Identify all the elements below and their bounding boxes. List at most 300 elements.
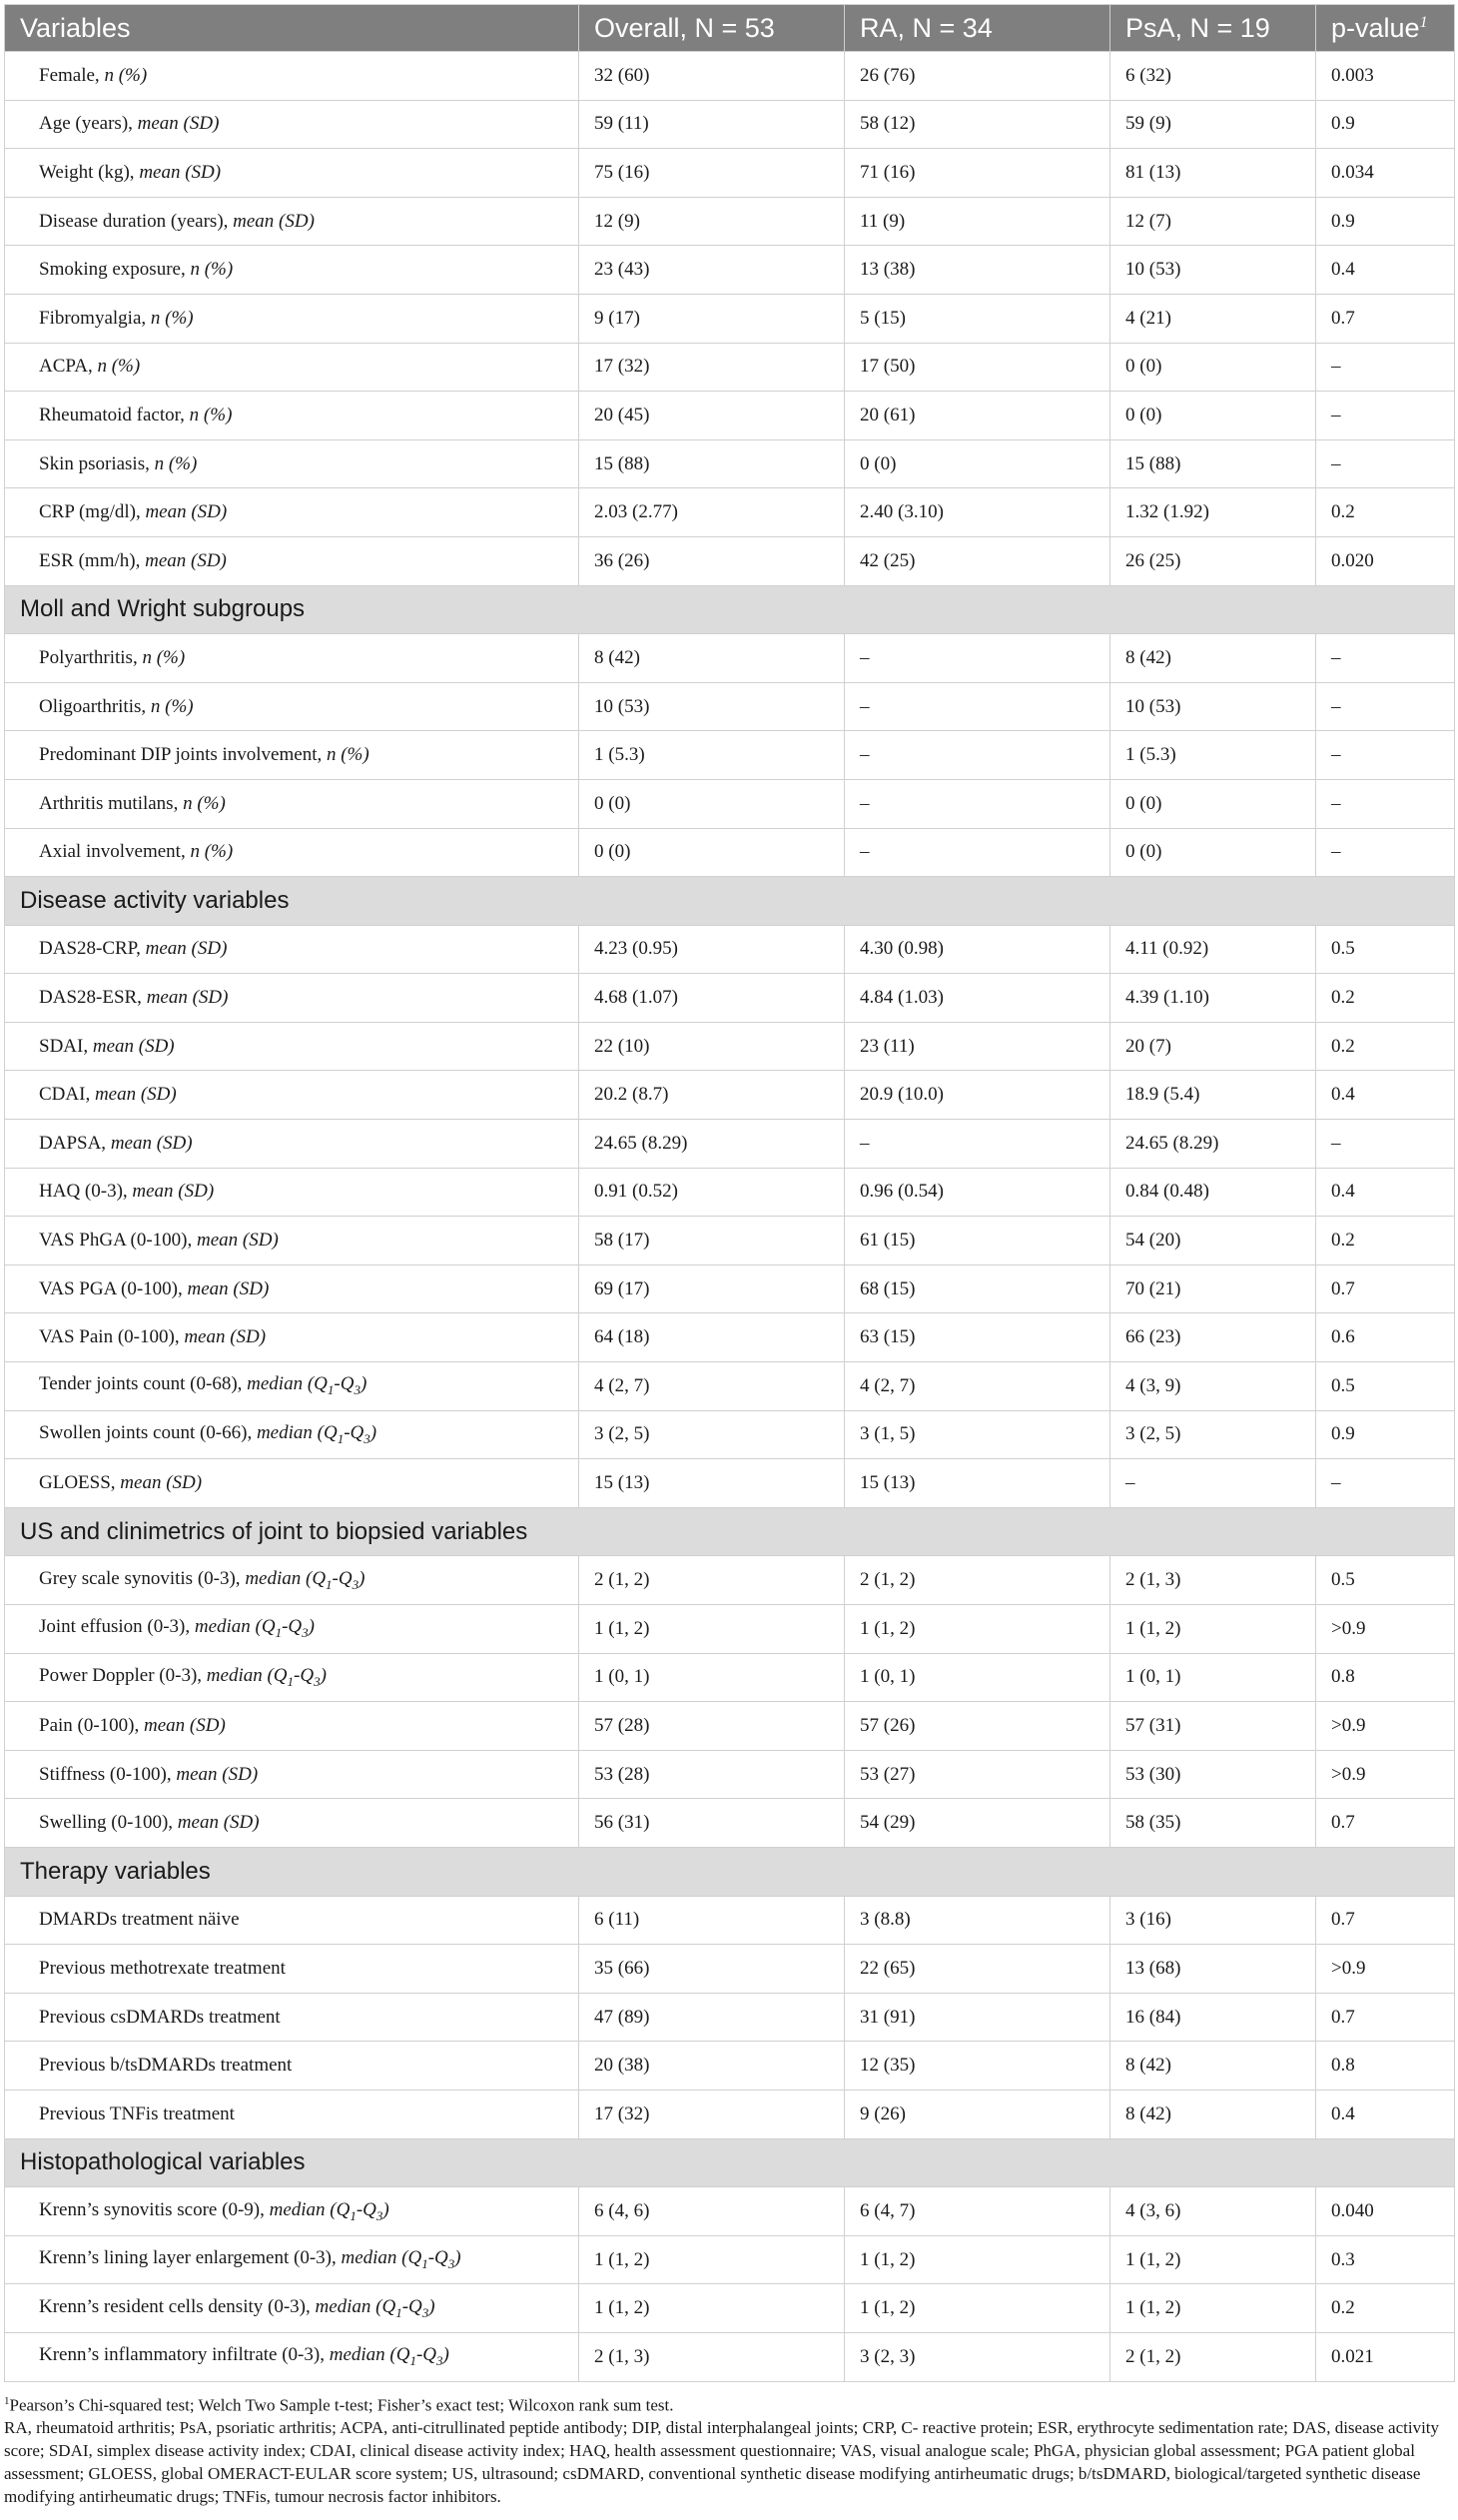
- header-pvalue: p-value$^1$: [1316, 5, 1455, 52]
- ra-cell: 3 (8.8): [845, 1896, 1110, 1945]
- header-ra: RA, N = 34: [845, 5, 1110, 52]
- table-row: [5, 1071, 1455, 1120]
- table-row: [5, 1702, 1455, 1751]
- overall-cell: 20 (45): [579, 392, 845, 440]
- pvalue-cell: >0.9: [1316, 1702, 1455, 1751]
- pvalue-cell: 0.5: [1316, 1556, 1455, 1605]
- pvalue-cell: 0.2: [1316, 2284, 1455, 2333]
- table-row: [5, 1410, 1455, 1459]
- ra-cell: 20 (61): [845, 392, 1110, 440]
- ra-cell: 26 (76): [845, 52, 1110, 101]
- table-row: [5, 2187, 1455, 2236]
- table-row: [5, 1264, 1455, 1313]
- variable-label: Joint effusion (0-3), median $(Q_1-Q_3)$: [5, 1605, 579, 1654]
- overall-cell: 6 (11): [579, 1896, 845, 1945]
- overall-cell: 4.23 (0.95): [579, 925, 845, 974]
- variable-label: Previous b/tsDMARDs treatment: [5, 2042, 579, 2091]
- section-title: Histopathological variables: [5, 2138, 1455, 2187]
- table-row: [5, 439, 1455, 488]
- section-header-row: [5, 1507, 1455, 1556]
- table-container: [4, 4, 1454, 2508]
- overall-cell: 10 (53): [579, 682, 845, 731]
- table-row: [5, 2332, 1455, 2381]
- ra-cell: 9 (26): [845, 2090, 1110, 2138]
- table-row: [5, 1945, 1455, 1994]
- ra-cell: 15 (13): [845, 1459, 1110, 1508]
- variable-label: VAS PhGA (0-100), mean (SD): [5, 1217, 579, 1265]
- ra-cell: 0 (0): [845, 439, 1110, 488]
- psa-cell: 70 (21): [1110, 1264, 1316, 1313]
- pvalue-cell: 0.9: [1316, 197, 1455, 246]
- variable-label: SDAI, mean (SD): [5, 1022, 579, 1071]
- psa-cell: 2 (1, 3): [1110, 1556, 1316, 1605]
- header-psa: PsA, N = 19: [1110, 5, 1316, 52]
- statistic-label: n (%): [142, 646, 186, 668]
- ra-cell: 58 (12): [845, 100, 1110, 149]
- psa-cell: 0 (0): [1110, 779, 1316, 828]
- ra-cell: 4.84 (1.03): [845, 974, 1110, 1023]
- table-row: [5, 974, 1455, 1023]
- variable-label: Polyarthritis, n (%): [5, 634, 579, 683]
- ra-cell: 3 (2, 3): [845, 2332, 1110, 2381]
- pvalue-cell: 0.4: [1316, 1168, 1455, 1217]
- overall-cell: 1 (1, 2): [579, 2284, 845, 2333]
- psa-cell: 0 (0): [1110, 392, 1316, 440]
- overall-cell: 56 (31): [579, 1799, 845, 1848]
- ra-cell: 63 (15): [845, 1313, 1110, 1362]
- variable-label: Krenn’s lining layer enlargement (0-3), median $(Q_1-Q_3)$: [5, 2235, 579, 2284]
- pvalue-cell: –: [1316, 682, 1455, 731]
- pvalue-cell: 0.2: [1316, 1022, 1455, 1071]
- variable-label: Predominant DIP joints involvement, n (%): [5, 731, 579, 780]
- psa-cell: 3 (2, 5): [1110, 1410, 1316, 1459]
- overall-cell: 32 (60): [579, 52, 845, 101]
- table-row: [5, 1217, 1455, 1265]
- pvalue-cell: 0.020: [1316, 536, 1455, 585]
- psa-cell: 4.39 (1.10): [1110, 974, 1316, 1023]
- variable-label: Rheumatoid factor, n (%): [5, 392, 579, 440]
- psa-cell: 15 (88): [1110, 439, 1316, 488]
- psa-cell: 1.32 (1.92): [1110, 488, 1316, 537]
- section-title: US and clinimetrics of joint to biopsied variables: [5, 1507, 1455, 1556]
- variable-label: Pain (0-100), mean (SD): [5, 1702, 579, 1751]
- psa-cell: 4.11 (0.92): [1110, 925, 1316, 974]
- overall-cell: 22 (10): [579, 1022, 845, 1071]
- ra-cell: 6 (4, 7): [845, 2187, 1110, 2236]
- variable-label: DAS28-CRP, mean (SD): [5, 925, 579, 974]
- statistic-label: mean (SD): [145, 938, 228, 960]
- table-row: [5, 1896, 1455, 1945]
- variable-label: Stiffness (0-100), mean (SD): [5, 1750, 579, 1799]
- variable-label: CDAI, mean (SD): [5, 1071, 579, 1120]
- pvalue-cell: 0.2: [1316, 974, 1455, 1023]
- overall-cell: 23 (43): [579, 246, 845, 295]
- ra-cell: 17 (50): [845, 343, 1110, 392]
- overall-cell: 0 (0): [579, 828, 845, 877]
- pvalue-cell: 0.8: [1316, 2042, 1455, 2091]
- overall-cell: 47 (89): [579, 1993, 845, 2042]
- header-overall: Overall, N = 53: [579, 5, 845, 52]
- pvalue-cell: –: [1316, 1120, 1455, 1169]
- overall-cell: 20 (38): [579, 2042, 845, 2091]
- psa-cell: 2 (1, 2): [1110, 2332, 1316, 2381]
- statistic-label: mean (SD): [177, 1812, 260, 1834]
- overall-cell: 20.2 (8.7): [579, 1071, 845, 1120]
- overall-cell: 17 (32): [579, 2090, 845, 2138]
- psa-cell: 8 (42): [1110, 634, 1316, 683]
- ra-cell: 57 (26): [845, 1702, 1110, 1751]
- statistic-label: n (%): [150, 307, 194, 329]
- psa-cell: 81 (13): [1110, 149, 1316, 198]
- pvalue-cell: >0.9: [1316, 1945, 1455, 1994]
- pvalue-cell: –: [1316, 779, 1455, 828]
- pvalue-cell: –: [1316, 1459, 1455, 1508]
- variable-label: Power Doppler (0-3), median $(Q_1-Q_3)$: [5, 1653, 579, 1702]
- table-row: [5, 149, 1455, 198]
- variable-label: Previous csDMARDs treatment: [5, 1993, 579, 2042]
- variable-label: Axial involvement, n (%): [5, 828, 579, 877]
- variable-label: Oligoarthritis, n (%): [5, 682, 579, 731]
- ra-cell: 1 (1, 2): [845, 2235, 1110, 2284]
- pvalue-cell: 0.4: [1316, 246, 1455, 295]
- psa-cell: 20 (7): [1110, 1022, 1316, 1071]
- psa-cell: 8 (42): [1110, 2042, 1316, 2091]
- table-row: [5, 197, 1455, 246]
- ra-cell: 31 (91): [845, 1993, 1110, 2042]
- variable-label: DAPSA, mean (SD): [5, 1120, 579, 1169]
- psa-cell: 13 (68): [1110, 1945, 1316, 1994]
- statistic-label: mean (SD): [146, 987, 229, 1009]
- pvalue-cell: 0.4: [1316, 1071, 1455, 1120]
- psa-cell: 26 (25): [1110, 536, 1316, 585]
- section-header-row: [5, 2138, 1455, 2187]
- variable-label: DAS28-ESR, mean (SD): [5, 974, 579, 1023]
- ra-cell: 54 (29): [845, 1799, 1110, 1848]
- header-variables: Variables: [5, 5, 579, 52]
- pvalue-cell: 0.2: [1316, 1217, 1455, 1265]
- ra-cell: –: [845, 828, 1110, 877]
- psa-cell: 0 (0): [1110, 828, 1316, 877]
- section-title: Moll and Wright subgroups: [5, 585, 1455, 634]
- psa-cell: 10 (53): [1110, 246, 1316, 295]
- footnote-marker: 1: [1419, 13, 1428, 31]
- ra-cell: 13 (38): [845, 246, 1110, 295]
- statistic-label: n (%): [183, 792, 226, 814]
- ra-cell: 4.30 (0.98): [845, 925, 1110, 974]
- section-title: Therapy variables: [5, 1847, 1455, 1896]
- table-row: [5, 1799, 1455, 1848]
- psa-cell: 10 (53): [1110, 682, 1316, 731]
- statistic-label: mean (SD): [176, 1763, 259, 1785]
- table-row: [5, 731, 1455, 780]
- variable-label: Smoking exposure, n (%): [5, 246, 579, 295]
- pvalue-cell: –: [1316, 731, 1455, 780]
- section-header-row: [5, 585, 1455, 634]
- statistic-label: mean (SD): [144, 1714, 226, 1736]
- psa-cell: 4 (3, 9): [1110, 1362, 1316, 1411]
- pvalue-cell: 0.7: [1316, 1264, 1455, 1313]
- ra-cell: 2.40 (3.10): [845, 488, 1110, 537]
- footnote: $^1$Pearson’s Chi-squared test; Welch Two Sample t-test; Fisher’s exact test; Wilcoxon rank sum test.: [4, 2394, 674, 2415]
- psa-cell: 4 (21): [1110, 294, 1316, 343]
- overall-cell: 4.68 (1.07): [579, 974, 845, 1023]
- ra-cell: 11 (9): [845, 197, 1110, 246]
- ra-cell: 42 (25): [845, 536, 1110, 585]
- pvalue-cell: 0.003: [1316, 52, 1455, 101]
- statistic-label: mean (SD): [139, 161, 222, 183]
- pvalue-cell: 0.5: [1316, 1362, 1455, 1411]
- pvalue-cell: 0.4: [1316, 2090, 1455, 2138]
- variable-label: Swelling (0-100), mean (SD): [5, 1799, 579, 1848]
- statistic-label: median $(Q_1-Q_3)$: [256, 1422, 377, 1446]
- psa-cell: 1 (1, 2): [1110, 2235, 1316, 2284]
- overall-cell: 1 (0, 1): [579, 1653, 845, 1702]
- variable-label: Disease duration (years), mean (SD): [5, 197, 579, 246]
- overall-cell: 9 (17): [579, 294, 845, 343]
- psa-cell: 57 (31): [1110, 1702, 1316, 1751]
- table-row: [5, 1653, 1455, 1702]
- table-footnotes: [4, 2390, 1454, 2509]
- pvalue-cell: 0.8: [1316, 1653, 1455, 1702]
- table-row: [5, 828, 1455, 877]
- table-row: [5, 246, 1455, 295]
- variable-label: GLOESS, mean (SD): [5, 1459, 579, 1508]
- ra-cell: –: [845, 779, 1110, 828]
- overall-cell: 75 (16): [579, 149, 845, 198]
- variable-label: Fibromyalgia, n (%): [5, 294, 579, 343]
- table-row: [5, 925, 1455, 974]
- statistic-label: n (%): [189, 404, 233, 425]
- psa-cell: 1 (1, 2): [1110, 1605, 1316, 1654]
- statistic-label: n (%): [97, 356, 141, 378]
- statistic-label: mean (SD): [94, 1084, 177, 1106]
- table-row: [5, 2235, 1455, 2284]
- table-row: [5, 682, 1455, 731]
- section-title: Disease activity variables: [5, 877, 1455, 926]
- statistic-label: median $(Q_1-Q_3)$: [194, 1616, 315, 1641]
- statistic-label: mean (SD): [187, 1277, 270, 1299]
- table-row: [5, 1993, 1455, 2042]
- pvalue-cell: 0.5: [1316, 925, 1455, 974]
- table-row: [5, 1168, 1455, 1217]
- abbreviations: RA, rheumatoid arthritis; PsA, psoriatic arthritis; ACPA, anti-citrullinated peptide antibody; DIP, distal interphalangeal joints; CRP, C- reactive protein; ESR, erythrocyte sedimentation rate; DAS, disease activity score; SDAI, simplex disease activity index; CDAI, clinical disease activity index; HAQ, health assessment questionnaire; VAS, visual analogue scale; PhGA, physician global assessment; PGA patient global assessment; GLOESS, global OMERACT-EULAR score system; US, ultrasound; csDMARD, conventional synthetic disease modifying antirheumatic drugs; b/tsDMARD, biological/targeted synthetic disease modifying antirheumatic drugs; TNFis, tumour necrosis factor inhibitors.: [4, 2418, 1440, 2507]
- pvalue-cell: –: [1316, 343, 1455, 392]
- table-row: [5, 294, 1455, 343]
- psa-cell: 0 (0): [1110, 343, 1316, 392]
- footnote-marker: 1: [4, 2394, 10, 2407]
- ra-cell: 12 (35): [845, 2042, 1110, 2091]
- psa-cell: –: [1110, 1459, 1316, 1508]
- pvalue-cell: 0.7: [1316, 294, 1455, 343]
- overall-cell: 1 (5.3): [579, 731, 845, 780]
- ra-cell: 1 (1, 2): [845, 1605, 1110, 1654]
- overall-cell: 35 (66): [579, 1945, 845, 1994]
- overall-cell: 4 (2, 7): [579, 1362, 845, 1411]
- variable-label: Female, n (%): [5, 52, 579, 101]
- ra-cell: 68 (15): [845, 1264, 1110, 1313]
- variable-label: CRP (mg/dl), mean (SD): [5, 488, 579, 537]
- variable-label: Krenn’s inflammatory infiltrate (0-3), median $(Q_1-Q_3)$: [5, 2332, 579, 2381]
- statistic-label: n (%): [190, 259, 234, 281]
- pvalue-cell: 0.9: [1316, 100, 1455, 149]
- statistic-label: mean (SD): [132, 1181, 215, 1203]
- overall-cell: 6 (4, 6): [579, 2187, 845, 2236]
- variable-label: Arthritis mutilans, n (%): [5, 779, 579, 828]
- table-row: [5, 488, 1455, 537]
- statistic-label: mean (SD): [137, 113, 220, 135]
- psa-cell: 4 (3, 6): [1110, 2187, 1316, 2236]
- pvalue-cell: >0.9: [1316, 1750, 1455, 1799]
- ra-cell: –: [845, 1120, 1110, 1169]
- statistic-label: median $(Q_1-Q_3)$: [269, 2198, 389, 2223]
- section-header-row: [5, 877, 1455, 926]
- overall-cell: 59 (11): [579, 100, 845, 149]
- pvalue-cell: –: [1316, 828, 1455, 877]
- ra-cell: 4 (2, 7): [845, 1362, 1110, 1411]
- ra-cell: 20.9 (10.0): [845, 1071, 1110, 1120]
- ra-cell: 61 (15): [845, 1217, 1110, 1265]
- statistic-label: mean (SD): [197, 1230, 279, 1252]
- overall-cell: 69 (17): [579, 1264, 845, 1313]
- pvalue-cell: 0.7: [1316, 1799, 1455, 1848]
- pvalue-cell: 0.9: [1316, 1410, 1455, 1459]
- psa-cell: 16 (84): [1110, 1993, 1316, 2042]
- variable-label: VAS Pain (0-100), mean (SD): [5, 1313, 579, 1362]
- psa-cell: 3 (16): [1110, 1896, 1316, 1945]
- statistic-label: mean (SD): [145, 549, 227, 571]
- statistic-label: n (%): [104, 64, 148, 86]
- table-row: [5, 2042, 1455, 2091]
- overall-cell: 2.03 (2.77): [579, 488, 845, 537]
- overall-cell: 17 (32): [579, 343, 845, 392]
- variable-label: Grey scale synovitis (0-3), median $(Q_1-Q_3)$: [5, 1556, 579, 1605]
- psa-cell: 54 (20): [1110, 1217, 1316, 1265]
- psa-cell: 6 (32): [1110, 52, 1316, 101]
- ra-cell: 1 (0, 1): [845, 1653, 1110, 1702]
- ra-cell: 53 (27): [845, 1750, 1110, 1799]
- table-row: [5, 1313, 1455, 1362]
- pvalue-cell: 0.2: [1316, 488, 1455, 537]
- pvalue-cell: –: [1316, 439, 1455, 488]
- psa-cell: 1 (5.3): [1110, 731, 1316, 780]
- statistic-label: median $(Q_1-Q_3)$: [206, 1664, 327, 1689]
- table-row: [5, 1605, 1455, 1654]
- statistic-label: n (%): [150, 695, 194, 717]
- statistic-label: median $(Q_1-Q_3)$: [329, 2344, 449, 2369]
- table-row: [5, 392, 1455, 440]
- overall-cell: 36 (26): [579, 536, 845, 585]
- psa-cell: 18.9 (5.4): [1110, 1071, 1316, 1120]
- variable-label: ACPA, n (%): [5, 343, 579, 392]
- table-row: [5, 2090, 1455, 2138]
- overall-cell: 15 (88): [579, 439, 845, 488]
- psa-cell: 24.65 (8.29): [1110, 1120, 1316, 1169]
- section-header-row: [5, 1847, 1455, 1896]
- variable-label: Swollen joints count (0-66), median $(Q_1-Q_3)$: [5, 1410, 579, 1459]
- psa-cell: 0.84 (0.48): [1110, 1168, 1316, 1217]
- overall-cell: 58 (17): [579, 1217, 845, 1265]
- table-body: [5, 52, 1455, 2382]
- statistic-label: median $(Q_1-Q_3)$: [315, 2295, 435, 2320]
- psa-cell: 58 (35): [1110, 1799, 1316, 1848]
- psa-cell: 12 (7): [1110, 197, 1316, 246]
- pvalue-cell: 0.034: [1316, 149, 1455, 198]
- table-row: [5, 2284, 1455, 2333]
- overall-cell: 1 (1, 2): [579, 2235, 845, 2284]
- variable-label: Age (years), mean (SD): [5, 100, 579, 149]
- psa-cell: 66 (23): [1110, 1313, 1316, 1362]
- table-row: [5, 536, 1455, 585]
- variable-label: ESR (mm/h), mean (SD): [5, 536, 579, 585]
- pvalue-cell: 0.6: [1316, 1313, 1455, 1362]
- statistic-label: median $(Q_1-Q_3)$: [247, 1373, 367, 1398]
- table-row: [5, 52, 1455, 101]
- ra-cell: –: [845, 731, 1110, 780]
- statistic-label: n (%): [190, 841, 234, 863]
- statistic-label: n (%): [326, 744, 369, 766]
- variable-label: Previous TNFis treatment: [5, 2090, 579, 2138]
- table-row: [5, 100, 1455, 149]
- ra-cell: 0.96 (0.54): [845, 1168, 1110, 1217]
- overall-cell: 57 (28): [579, 1702, 845, 1751]
- ra-cell: –: [845, 682, 1110, 731]
- ra-cell: 71 (16): [845, 149, 1110, 198]
- table-row: [5, 343, 1455, 392]
- ra-cell: 1 (1, 2): [845, 2284, 1110, 2333]
- ra-cell: 3 (1, 5): [845, 1410, 1110, 1459]
- table-row: [5, 779, 1455, 828]
- header-row: [5, 5, 1455, 52]
- overall-cell: 0.91 (0.52): [579, 1168, 845, 1217]
- table-row: [5, 634, 1455, 683]
- variable-label: DMARDs treatment näive: [5, 1896, 579, 1945]
- pvalue-cell: >0.9: [1316, 1605, 1455, 1654]
- overall-cell: 3 (2, 5): [579, 1410, 845, 1459]
- ra-cell: 22 (65): [845, 1945, 1110, 1994]
- pvalue-cell: 0.021: [1316, 2332, 1455, 2381]
- overall-cell: 15 (13): [579, 1459, 845, 1508]
- overall-cell: 8 (42): [579, 634, 845, 683]
- statistic-label: median $(Q_1-Q_3)$: [245, 1567, 365, 1592]
- psa-cell: 1 (0, 1): [1110, 1653, 1316, 1702]
- table-row: [5, 1022, 1455, 1071]
- overall-cell: 12 (9): [579, 197, 845, 246]
- statistic-label: mean (SD): [233, 210, 315, 232]
- overall-cell: 2 (1, 3): [579, 2332, 845, 2381]
- pvalue-cell: 0.3: [1316, 2235, 1455, 2284]
- overall-cell: 2 (1, 2): [579, 1556, 845, 1605]
- overall-cell: 0 (0): [579, 779, 845, 828]
- statistic-label: n (%): [154, 452, 198, 474]
- pvalue-cell: 0.7: [1316, 1896, 1455, 1945]
- statistic-label: mean (SD): [120, 1472, 203, 1494]
- table-row: [5, 1750, 1455, 1799]
- overall-cell: 53 (28): [579, 1750, 845, 1799]
- overall-cell: 24.65 (8.29): [579, 1120, 845, 1169]
- statistic-label: mean (SD): [145, 501, 228, 523]
- pvalue-cell: 0.040: [1316, 2187, 1455, 2236]
- ra-cell: 5 (15): [845, 294, 1110, 343]
- table-row: [5, 1459, 1455, 1508]
- statistic-label: mean (SD): [184, 1326, 267, 1348]
- table-row: [5, 1556, 1455, 1605]
- variable-label: Weight (kg), mean (SD): [5, 149, 579, 198]
- table-row: [5, 1120, 1455, 1169]
- pvalue-cell: –: [1316, 634, 1455, 683]
- variable-label: Skin psoriasis, n (%): [5, 439, 579, 488]
- statistic-label: mean (SD): [92, 1035, 175, 1057]
- variable-label: Previous methotrexate treatment: [5, 1945, 579, 1994]
